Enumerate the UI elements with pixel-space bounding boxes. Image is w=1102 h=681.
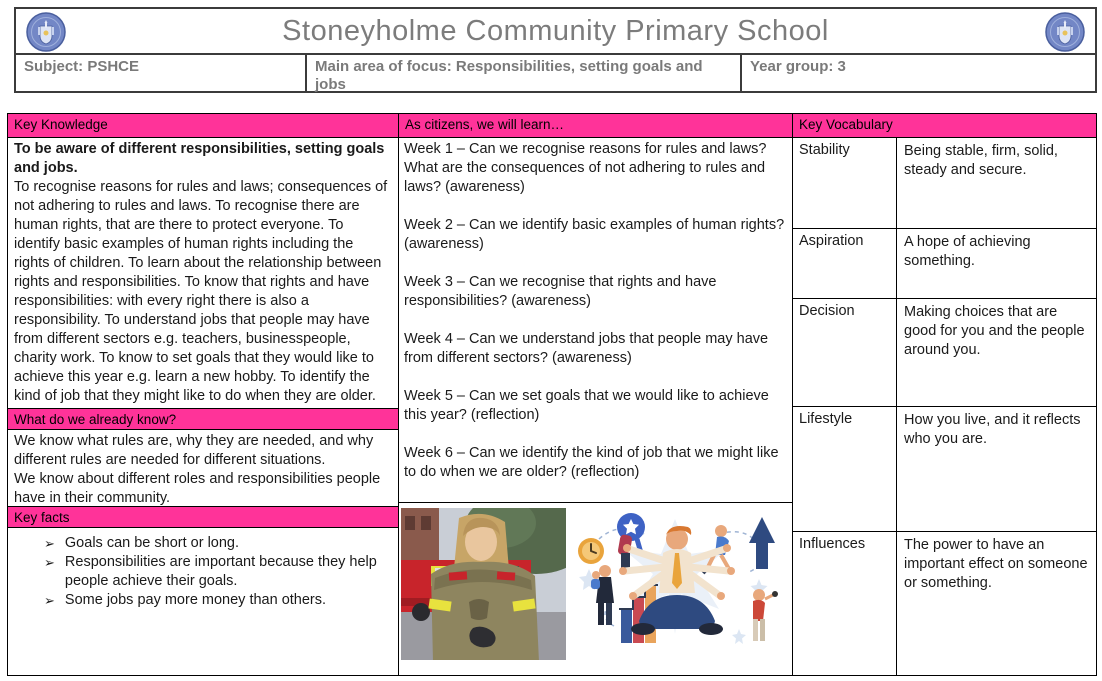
already-know-body <box>8 430 398 507</box>
vocab-definition: Being stable, firm, solid, steady and secure. <box>904 143 1058 178</box>
already-know-line-2: We know about different roles and responsibilities people have in their community. <box>14 471 381 506</box>
learning-header: As citizens, we will learn… <box>399 114 792 138</box>
key-facts-header: Key facts <box>8 507 398 528</box>
table-row <box>793 229 1096 299</box>
vocab-definition: The power to have an important effect on someone or something. <box>904 537 1088 591</box>
main-content-table <box>7 113 1097 676</box>
header-table <box>14 7 1097 93</box>
table-row <box>793 532 1096 675</box>
key-facts-list <box>14 534 392 610</box>
clock-icon <box>578 538 604 564</box>
focus-cell: Main area of focus: Responsibilities, setting goals and jobs <box>307 55 742 91</box>
list-item: ➢ Goals can be short or long. <box>44 535 240 551</box>
already-know-line-1: We know what rules are, why they are needed, and why different rules are needed for different situations. <box>14 433 374 468</box>
table-row <box>793 407 1096 532</box>
vocab-term: Stability <box>793 138 897 228</box>
key-facts-body <box>8 528 398 675</box>
vocab-term: Lifestyle <box>793 407 897 531</box>
arrow-bullet-icon: ➢ <box>44 593 55 608</box>
list-item: ➢ Responsibilities are important because they help people achieve their goals. <box>44 554 377 589</box>
week-4: Week 4 – Can we understand jobs that people may have from different sectors? (awareness) <box>404 331 769 366</box>
arrow-bullet-icon: ➢ <box>44 555 55 570</box>
vocab-term: Aspiration <box>793 229 897 298</box>
school-title: Stoneyholme Community Primary School <box>282 14 829 47</box>
school-crest-icon <box>1045 12 1085 52</box>
vocabulary-column <box>793 114 1096 675</box>
key-knowledge-intro: To be aware of different responsibilities, setting goals and jobs. <box>14 141 385 176</box>
vocab-term: Influences <box>793 532 897 675</box>
week-6: Week 6 – Can we identify the kind of job that we might like to do when we are older? (reflection) <box>404 445 779 480</box>
subject-cell: Subject: PSHCE <box>16 55 307 91</box>
week-5: Week 5 – Can we set goals that we would like to achieve this year? (reflection) <box>404 388 769 423</box>
header-title-row <box>16 9 1095 55</box>
weekly-questions <box>399 138 792 503</box>
firefighter-photo <box>401 508 566 660</box>
vocabulary-header: Key Vocabulary <box>793 114 1096 138</box>
images-cell <box>399 503 792 675</box>
learning-column <box>399 114 793 675</box>
week-1: Week 1 – Can we recognise reasons for rules and laws? What are the consequences of not adhering to rules and laws? (awareness) <box>404 141 767 195</box>
week-2: Week 2 – Can we identify basic examples of human rights? (awareness) <box>404 217 785 252</box>
key-knowledge-column <box>8 114 399 675</box>
list-item: ➢ Some jobs pay more money than others. <box>44 592 327 608</box>
arrow-bullet-icon: ➢ <box>44 536 55 551</box>
table-row <box>793 138 1096 229</box>
school-crest-icon <box>26 12 66 52</box>
key-knowledge-header: Key Knowledge <box>8 114 398 138</box>
vocab-definition: Making choices that are good for you and the people around you. <box>904 304 1085 358</box>
key-knowledge-body <box>8 138 398 409</box>
vocab-definition: How you live, and it reflects who you are. <box>904 412 1081 447</box>
already-know-header: What do we already know? <box>8 409 398 430</box>
multitasking-illustration <box>569 509 781 651</box>
week-3: Week 3 – Can we recognise that rights and have responsibilities? (awareness) <box>404 274 717 309</box>
header-info-row <box>16 55 1095 91</box>
key-knowledge-text: To recognise reasons for rules and laws; consequences of not adhering to rules and laws. To recognise there are human rights, that are there to protect everyone. To identify basic examples of human rights including the rights of children. To learn about the relationship between rights and responsibilities. To know that rights and have responsibilities: with every right there is also a responsibility. To understand jobs that people may have from different sectors e.g. teachers, businesspeople, charity work. To know to set goals that they would like to achieve this year e.g. learn a new hobby. To identify the kind of job that they might like to do when they are older. <box>14 179 388 404</box>
vocab-term: Decision <box>793 299 897 406</box>
table-row <box>793 299 1096 407</box>
year-group-cell: Year group: 3 <box>750 58 846 75</box>
vocab-definition: A hope of achieving something. <box>904 234 1031 269</box>
